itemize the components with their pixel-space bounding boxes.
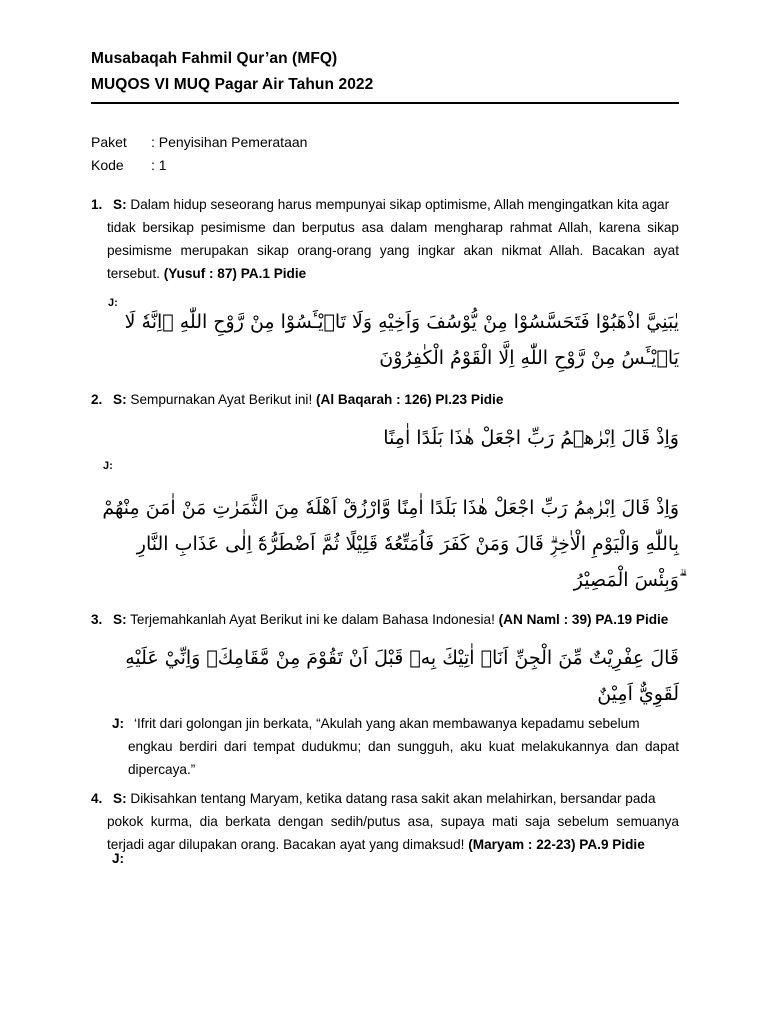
s-label: S:	[113, 197, 127, 212]
question-number: 3.	[91, 612, 103, 627]
arabic-answer: وَاِذْ قَالَ اِبْرٰهٖمُ رَبِّ اجْعَلْ هٰذَا بَلَدًا اٰمِنًا وَّارْزُقْ اَهْلَهٗ مِنَ الثَّمَرٰتِ مَنْ اٰمَنَ مِنْهُمْ بِاللّٰهِ وَالْيَوْمِ الْاٰخِرِۗ قَالَ وَمَنْ كَفَرَ فَاُمَتِّعُهٗ قَلِيْلًا ثُمَّ اَضْطَرُّهٗٓ اِلٰى عَذَابِ النَّارِ ۗوَبِئْسَ الْمَصِيْرُ	[102, 497, 679, 591]
question-reference: (Yusuf : 87) PA.1 Pidie	[163, 266, 307, 281]
question-4	[91, 787, 679, 856]
answer-text-cont: engkau berdiri dari tempat dudukmu; dan sungguh, aku kuat melakukannya dan dapat dipercaya.”	[128, 739, 679, 777]
meta-paket	[91, 131, 307, 154]
arabic-prompt: قَالَ عِفْرِيْتٌ مِّنَ الْجِنِّ اَنَا۠ اٰتِيْكَ بِهٖ قَبْلَ اَنْ تَقُوْمَ مِنْ مَّقَامِكَۚ وَاِنِّيْ عَلَيْهِ لَقَوِيٌّ اَمِيْنٌ	[125, 647, 679, 705]
meta-block	[91, 131, 307, 177]
question-reference: (Maryam : 22-23) PA.9 Pidie	[468, 837, 645, 852]
question-2	[91, 388, 679, 411]
j-label: J:	[112, 851, 125, 866]
meta-paket-value: : Penyisihan Pemerataan	[151, 134, 308, 150]
question-number: 1.	[91, 197, 103, 212]
question-text-cont: pokok kurma, dia berkata dengan sedih/putus asa, supaya mati saja sebelum semuanya terjadi agar dilupakan orang. Bacakan ayat yang dimaksud!	[107, 814, 679, 852]
j-label: J:	[108, 297, 118, 309]
question-number: 2.	[91, 392, 103, 407]
header-title: Musabaqah Fahmil Qur’an (MFQ)	[91, 50, 338, 67]
meta-kode-key: Kode	[91, 157, 124, 173]
question-reference: (AN Naml : 39) PA.19 Pidie	[498, 612, 669, 627]
answer-text: ‘Ifrit dari golongan jin berkata, “Akulah yang akan membawanya kepadamu sebelum	[134, 716, 640, 731]
question-3	[91, 608, 679, 631]
j-label: J:	[103, 460, 113, 472]
meta-kode	[91, 154, 307, 177]
document-header	[91, 46, 681, 98]
question-text: Sempurnakan Ayat Berikut ini!	[130, 392, 313, 407]
question-text: Dalam hidup seseorang harus mempunyai sikap optimisme, Allah mengingatkan kita agar	[130, 197, 670, 212]
question-number: 4.	[91, 791, 103, 806]
meta-paket-key: Paket	[91, 134, 127, 150]
arabic-answer: يٰبَنِيَّ اذْهَبُوْا فَتَحَسَّسُوْا مِنْ يُّوْسُفَ وَاَخِيْهِ وَلَا تَا۟يْـَٔسُوْا مِنْ رَّوْحِ اللّٰهِ ۗاِنَّهٗ لَا يَا۟يْـَٔسُ مِنْ رَّوْحِ اللّٰهِ اِلَّا الْقَوْمُ الْكٰفِرُوْنَ	[124, 311, 679, 369]
question-text: Terjemahkanlah Ayat Berikut ini ke dalam Bahasa Indonesia!	[130, 612, 495, 627]
question-reference: (Al Baqarah : 126) PI.23 Pidie	[316, 392, 504, 407]
s-label: S:	[113, 791, 127, 806]
header-subtitle: MUQOS VI MUQ Pagar Air Tahun 2022	[91, 76, 374, 93]
question-1	[91, 193, 679, 285]
question-text: Dikisahkan tentang Maryam, ketika datang rasa sakit akan melahirkan, bersandar pada	[130, 791, 656, 806]
meta-kode-value: : 1	[151, 157, 167, 173]
question-text-cont: tidak bersikap pesimisme dan berputus asa dalam mengharap rahmat Allah, karena sikap pesimisme merupakan sikap orang-orang yang ingkar akan nikmat Allah. Bacakan ayat tersebut.	[107, 220, 679, 281]
s-label: S:	[113, 612, 127, 627]
s-label: S:	[113, 392, 127, 407]
translation-answer	[112, 712, 679, 781]
arabic-prompt: وَاِذْ قَالَ اِبْرٰهٖمُ رَبِّ اجْعَلْ هٰذَا بَلَدًا اٰمِنًا	[383, 427, 679, 449]
header-divider	[91, 102, 679, 104]
j-label: J:	[112, 716, 125, 731]
